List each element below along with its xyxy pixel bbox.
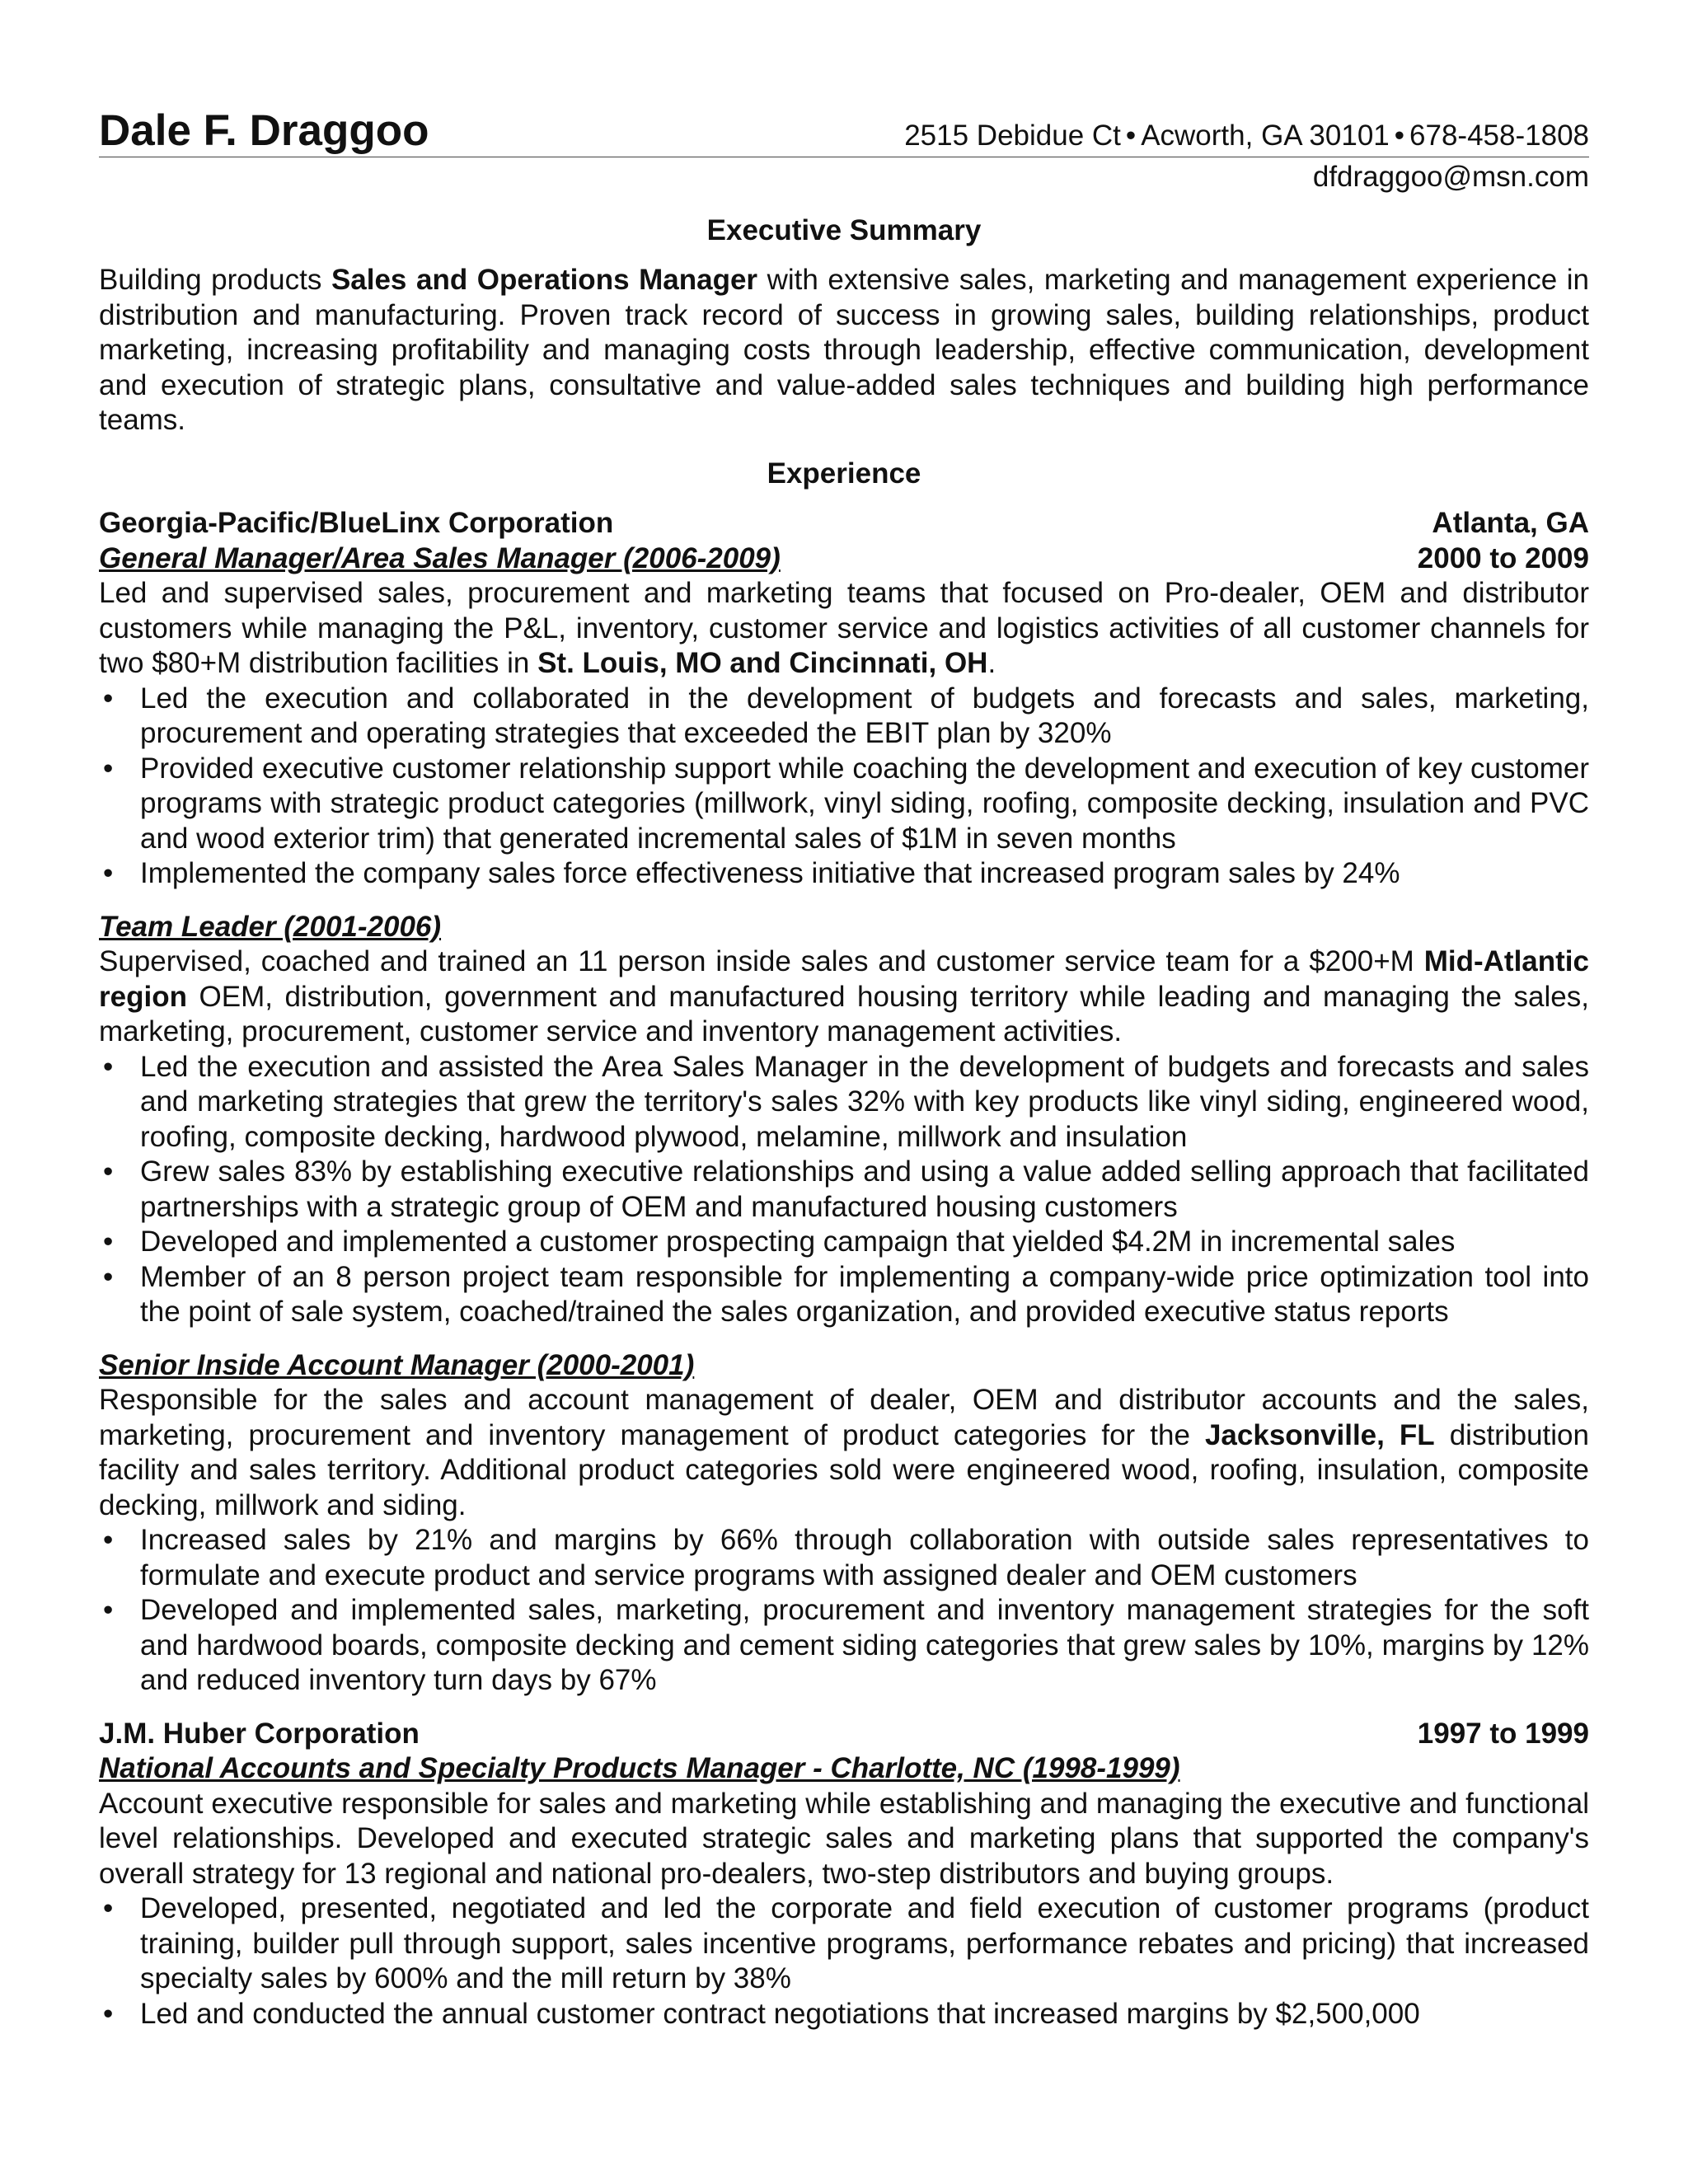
company-row [99, 1717, 1589, 1752]
role-description [99, 944, 1589, 1050]
summary-post: with extensive sales, marketing and management experience in distribution and manufacturing. Proven track record of success in growing sales, building relationships, product marketing, increasing profitability and managing costs through leadership, effective communication, development and execution of strategic plans, consultative and value-added sales techniques and building high performance teams. [99, 264, 1589, 436]
role-title: Team Leader (2001-2006) [99, 910, 442, 943]
bullet-item: • Member of an 8 person project team responsible for implementing a company-wide price optimization tool into the point of sale system, coached/trained the sales organization, and provided executive status reports [99, 1260, 1589, 1330]
desc-pre: Supervised, coached and trained an 11 person inside sales and customer service team for a $200+M [99, 945, 1424, 977]
desc-bold: St. Louis, MO and Cincinnati, OH [537, 647, 988, 679]
summary-title: Executive Summary [706, 213, 982, 246]
contact-line [904, 119, 1589, 154]
company-location: Atlanta, GA [1432, 507, 1589, 539]
role-title: Senior Inside Account Manager (2000-2001) [99, 1348, 695, 1381]
bullet-item: • Led and conducted the annual customer contract negotiations that increased margins by $2,500,000 [99, 1997, 1589, 2032]
bullet-item: • Developed and implemented a customer prospecting campaign that yielded $4.2M in incremental sales [99, 1225, 1589, 1260]
company-name: Georgia-Pacific/BlueLinx Corporation [99, 507, 614, 539]
desc-post: . [987, 647, 996, 679]
bullet-item: • Increased sales by 21% and margins by 66% through collaboration with outside sales representatives to formulate and execute product and service programs with assigned dealer and OEM customers [99, 1523, 1589, 1593]
company-row [99, 506, 1589, 541]
phone: 678-458-1808 [1409, 120, 1589, 152]
summary-bold: Sales and Operations Manager [331, 264, 758, 296]
bullet-item: • Provided executive customer relationship support while coaching the development and execution of key customer programs with strategic product categories (millwork, vinyl siding, roofing, composite decking, insulation and PVC and wood exterior trim) that generated incremental sales of $1M in seven months [99, 752, 1589, 857]
summary-text [99, 263, 1589, 438]
desc-post: OEM, distribution, government and manufactured housing territory while leading and managing the sales, marketing, procurement, customer service and inventory management activities. [99, 980, 1589, 1047]
company-dates: 1997 to 1999 [1417, 1717, 1589, 1750]
bullet-item: • Developed and implemented sales, marketing, procurement and inventory management strategies for the soft and hardwood boards, composite decking and cement siding categories that grew sales by 10%, margins by 12% and reduced inventory turn days by 67% [99, 1593, 1589, 1699]
bullet-item: • Developed, presented, negotiated and led the corporate and field execution of customer programs (product training, builder pull through support, sales incentive programs, performance rebates and pricing) that increased specialty sales by 600% and the mill return by 38% [99, 1891, 1589, 1997]
company-dates: 2000 to 2009 [1417, 541, 1589, 574]
summary-pre: Building products [99, 264, 331, 296]
header [99, 107, 1589, 157]
separator-dot: • [1394, 120, 1405, 152]
desc-bold: Jacksonville, FL [1204, 1418, 1435, 1451]
role-title: National Accounts and Specialty Products Manager - Charlotte, NC (1998-1999) [99, 1752, 1180, 1784]
bullet-item: • Implemented the company sales force effectiveness initiative that increased program sales by 24% [99, 856, 1589, 892]
desc-pre: Led and supervised sales, procurement and marketing teams that focused on Pro-dealer, OEM and distributor customers while managing the P&L, inventory, customer service and logistics activities of all customer channels for two $80+M distribution facilities in [99, 577, 1589, 679]
candidate-name: Dale F. Draggoo [99, 106, 429, 155]
bullet-list [99, 1891, 1589, 2032]
bullet-list [99, 1050, 1589, 1330]
desc-post: distribution facility and sales territory. Additional product categories sold were engineered wood, roofing, insulation, composite decking, millwork and siding. [99, 1418, 1589, 1521]
bullet-list [99, 1523, 1589, 1699]
role-description [99, 1383, 1589, 1523]
role-title: General Manager/Area Sales Manager (2006-2009) [99, 541, 781, 574]
city: Acworth, GA 30101 [1141, 120, 1390, 152]
experience-title: Experience [767, 457, 921, 490]
bullet-item: • Grew sales 83% by establishing executive relationships and using a value added selling approach that facilitated partnerships with a strategic group of OEM and manufactured housing customers [99, 1155, 1589, 1225]
company-name: J.M. Huber Corporation [99, 1717, 420, 1750]
bullet-item: • Led the execution and collaborated in the development of budgets and forecasts and sales, marketing, procurement and operating strategies that exceeded the EBIT plan by 320% [99, 682, 1589, 752]
role-row [99, 541, 1589, 577]
desc-bold: Mid-Atlantic region [99, 945, 1589, 1013]
separator-dot: • [1125, 120, 1137, 152]
bullet-item: • Led the execution and assisted the Area Sales Manager in the development of budgets and forecasts and sales and marketing strategies that grew the territory's sales 32% with key products like vinyl siding, engineered wood, roofing, composite decking, hardwood plywood, melamine, millwork and insulation [99, 1050, 1589, 1155]
desc-pre: Responsible for the sales and account management of dealer, OEM and distributor accounts and the sales, marketing, procurement and inventory management of product categories for the [99, 1384, 1589, 1451]
address: 2515 Debidue Ct [904, 120, 1121, 152]
email[interactable]: dfdraggoo@msn.com [1312, 161, 1589, 193]
bullet-list [99, 682, 1589, 892]
role-description [99, 576, 1589, 682]
role-description: Account executive responsible for sales and marketing while establishing and managing the executive and functional level relationships. Developed and executed strategic sales and marketing plans that supported the company's overall strategy for 13 regional and national pro-dealers, two-step distributors and buying groups. [99, 1787, 1589, 1890]
